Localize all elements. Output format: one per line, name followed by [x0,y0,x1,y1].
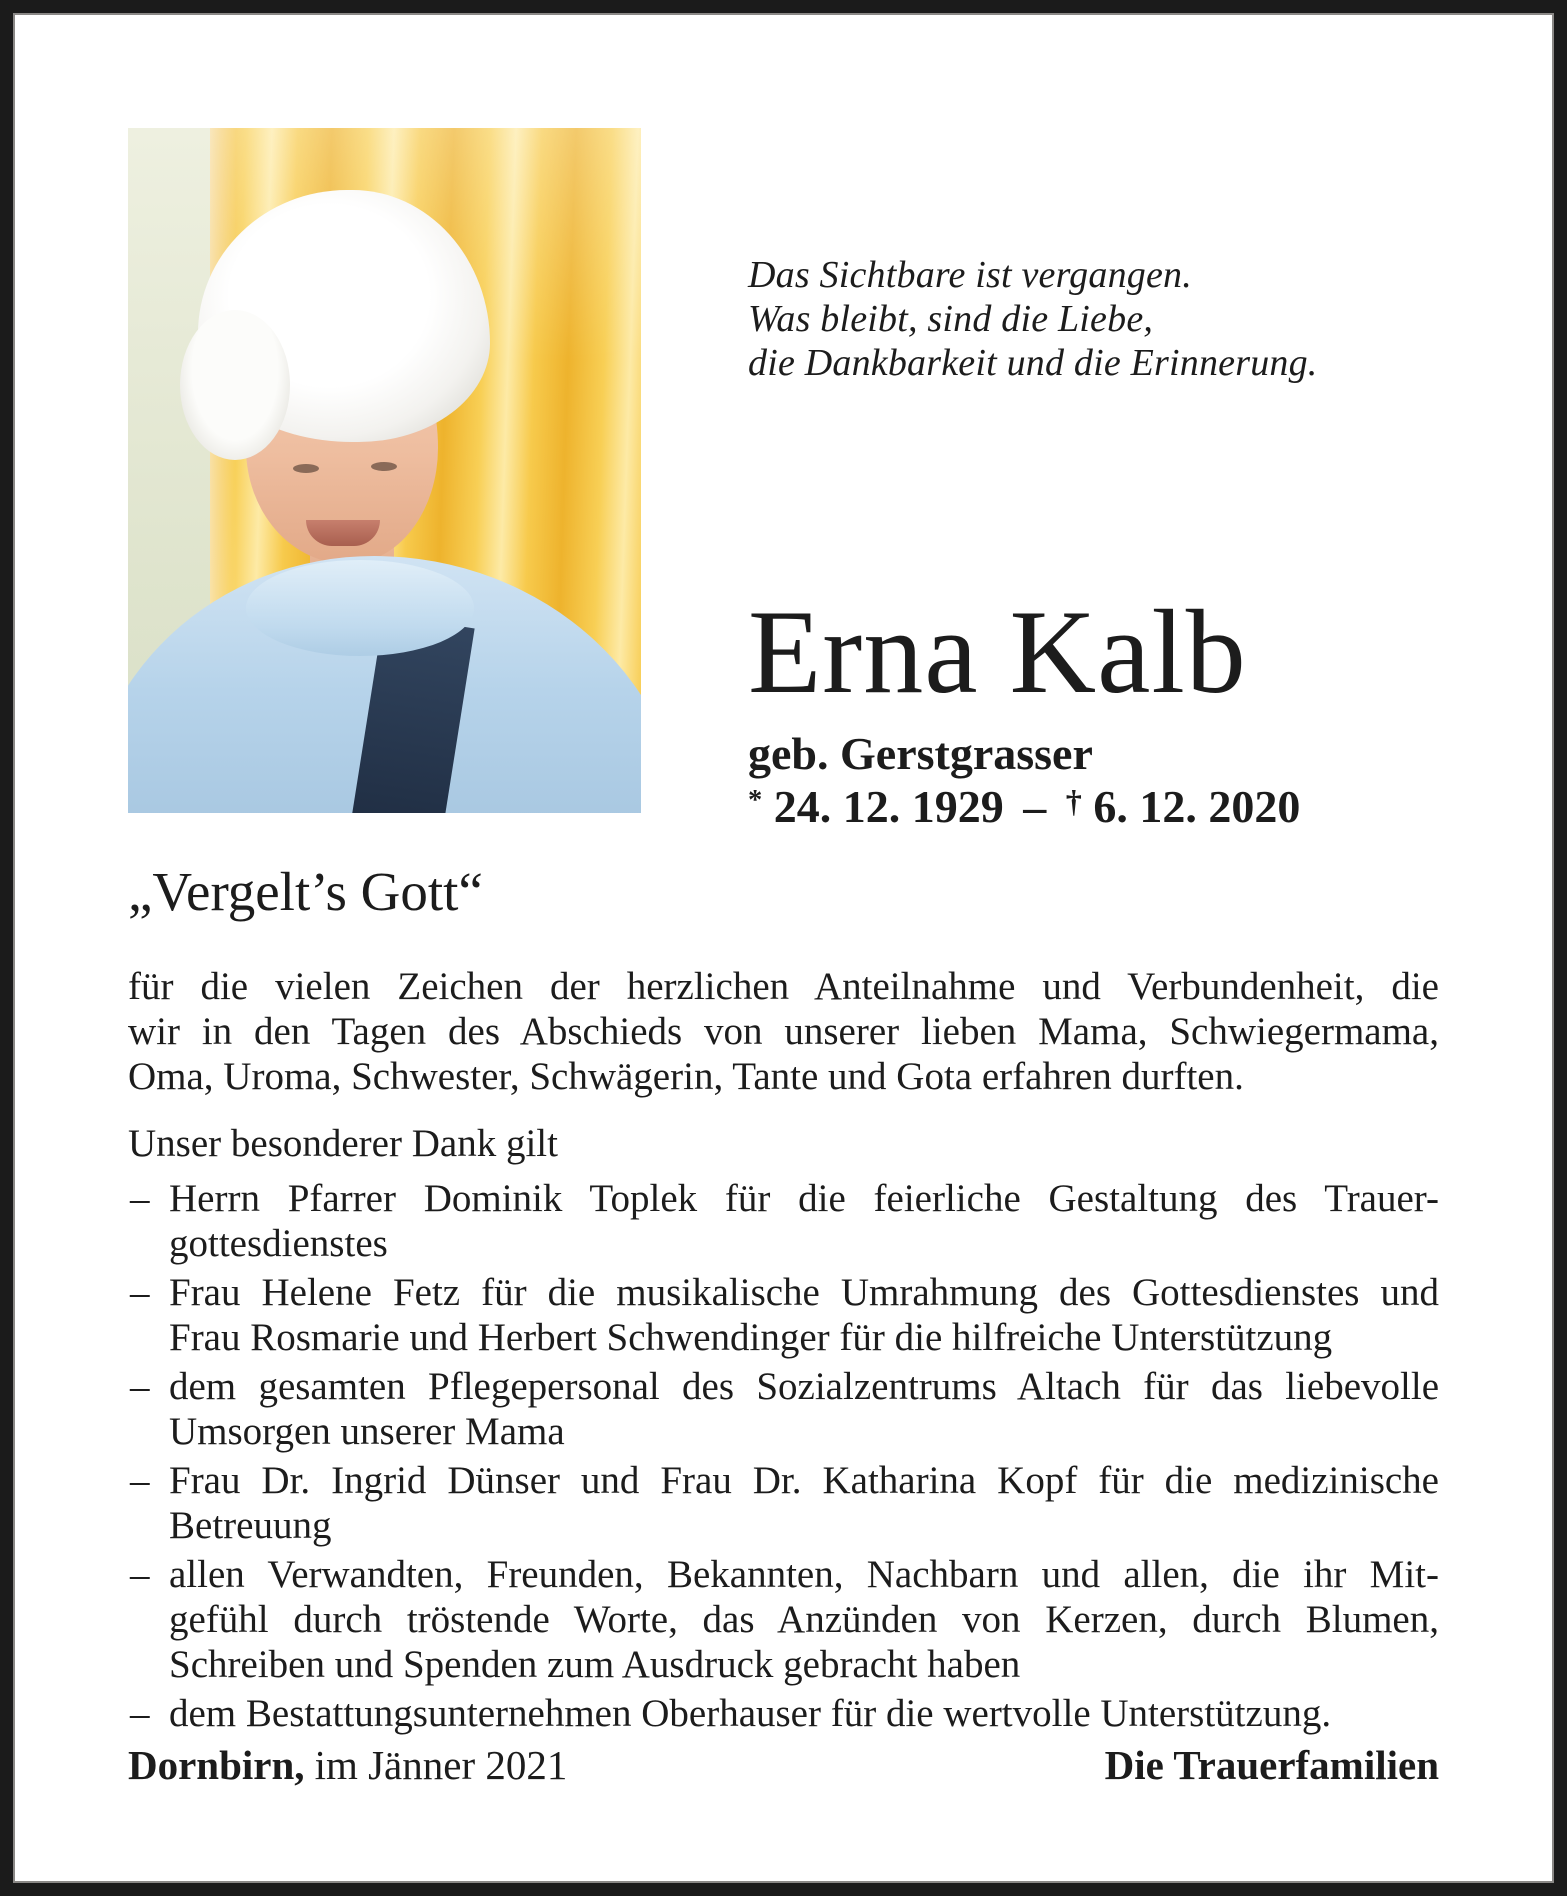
notice-footer [128,1742,1439,1789]
item-line: Frau Dr. Ingrid Dünser und Frau Dr. Katharina Kopf für die medizinische [169,1459,1439,1502]
item-line: Betreuung [169,1504,332,1547]
life-dates [748,777,1300,830]
birth-star-symbol: * [748,785,763,816]
death-date: 6. 12. 2020 [1093,780,1301,832]
quote-line: die Dankbarkeit und die Erinnerung. [748,342,1318,384]
item-line: Frau Rosmarie und Herbert Schwendinger für die hilfreiche Unterstützung [169,1316,1333,1359]
item-line: dem Bestattungsunternehmen Oberhauser für die wertvolle Unterstützung. [169,1692,1332,1735]
list-item [128,1552,1439,1687]
photo-right-eye [371,462,397,471]
item-line: Frau Helene Fetz für die musikalische Umrahmung des Gottesdienstes und [169,1271,1439,1314]
list-item [128,1691,1439,1736]
item-line: gottesdienstes [169,1222,388,1265]
dash-marker: – [130,1553,150,1596]
intro-line: Oma, Uroma, Schwester, Schwägerin, Tante und Gota erfahren durften. [128,1055,1244,1098]
birth-date: 24. 12. 1929 [773,780,1004,832]
deceased-name: Erna Kalb [748,585,1247,718]
place-and-date [128,1742,567,1789]
intro-line: wir in den Tagen des Abschieds von unserer lieben Mama, Schwiegermama, [128,1010,1439,1053]
thanks-list [128,1176,1439,1736]
thanks-body [128,964,1439,1736]
list-item [128,1458,1439,1548]
quote-line: Das Sichtbare ist vergangen. [748,254,1192,296]
dash-marker: – [130,1365,150,1408]
deceased-details [748,730,1300,830]
list-item [128,1364,1439,1454]
salutation: „Vergelt’s Gott“ [128,861,483,922]
memorial-quote [748,253,1318,385]
thanks-heading: Unser besonderer Dank gilt [128,1122,558,1165]
item-line: dem gesamten Pflegepersonal des Sozialzentrums Altach für das liebevolle [169,1365,1439,1408]
intro-line: für die vielen Zeichen der herzlichen Anteilnahme und Verbundenheit, die [128,965,1439,1008]
item-line: Herrn Pfarrer Dominik Toplek für die feierliche Gestaltung des Trauer- [169,1177,1439,1220]
portrait-photo [128,128,641,813]
list-item [128,1176,1439,1266]
notice-content [16,16,1551,1880]
intro-paragraph [128,964,1439,1099]
death-cross-symbol: † [1065,783,1082,820]
item-line: allen Verwandten, Freunden, Bekannten, Nachbarn und allen, die ihr Mit- [169,1553,1439,1596]
place: Dornbirn, [128,1742,305,1788]
quote-line: Was bleibt, sind die Liebe, [748,298,1154,340]
dash-marker: – [130,1459,150,1502]
date-text: im Jänner 2021 [314,1742,568,1788]
signature: Die Trauerfamilien [1104,1742,1439,1788]
item-line: Umsorgen unserer Mama [169,1410,565,1453]
dash-marker: – [130,1692,150,1735]
item-line: Schreiben und Spenden zum Ausdruck gebracht haben [169,1643,1021,1686]
maiden-name: geb. Gerstgrasser [748,728,1093,779]
list-item [128,1270,1439,1360]
dash-marker: – [130,1271,150,1314]
item-line: gefühl durch tröstende Worte, das Anzünden von Kerzen, durch Blumen, [169,1598,1439,1641]
date-separator: – [1023,780,1047,832]
photo-left-eye [293,464,319,473]
paper-with-hairline-frame [13,13,1554,1883]
photo-collar [246,560,474,656]
dash-marker: – [130,1177,150,1220]
